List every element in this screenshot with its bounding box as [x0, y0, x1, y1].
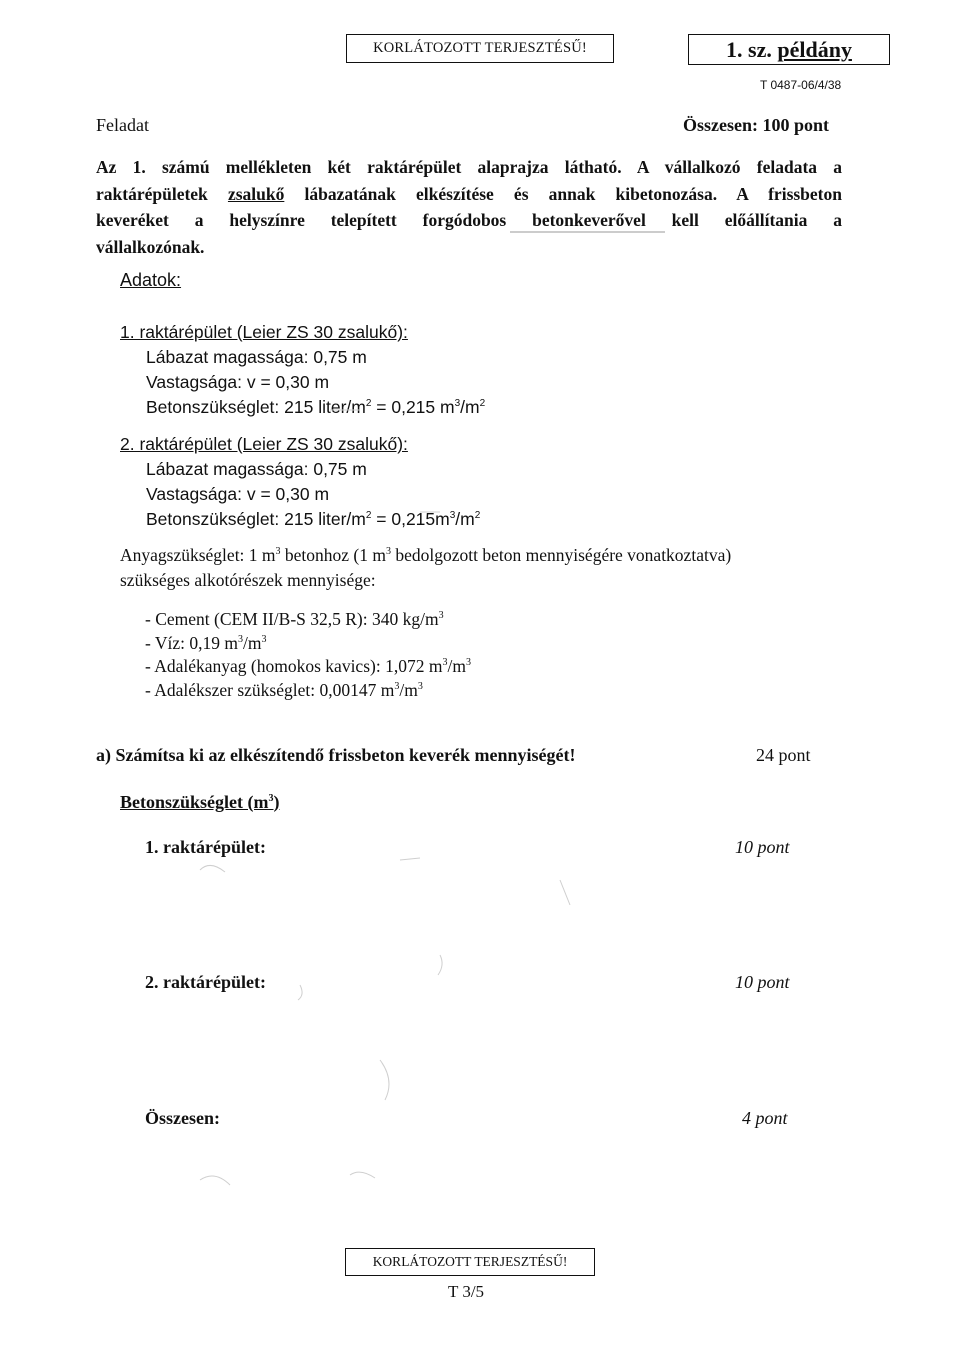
superscript: 3: [449, 510, 456, 521]
scan-mark: [350, 1172, 375, 1178]
need-text: /m: [460, 397, 480, 417]
building-2-title: 2. raktárépület (Leier ZS 30 zsalukő):: [120, 434, 408, 454]
superscript: 3: [238, 633, 244, 645]
task-a-question: a) Számítsa ki az elkészítendő frissbeton keverék mennyiségét!: [96, 745, 576, 765]
answer-label-building-1: 1. raktárépület:: [145, 837, 266, 857]
component-text: /m: [243, 632, 262, 653]
component-text: - Adalékszer szükséglet: 0,00147 m: [145, 679, 395, 700]
superscript: 3: [454, 398, 461, 409]
component-text: - Cement (CEM II/B-S 32,5 R): 340 kg/m: [145, 609, 439, 629]
need-text: Anyagszükséglet: 1 m: [120, 545, 276, 565]
building-2-thickness: Vastagsága: v = 0,30 m: [146, 484, 330, 504]
intro-line-3: keveréket a helyszínre telepített forgódobos betonkeverővel kell előállítania a: [96, 210, 842, 230]
page-number: T 3/5: [448, 1282, 485, 1301]
superscript: 3: [394, 680, 400, 692]
need-text: /m: [455, 509, 475, 529]
answer-label-total: Összesen:: [145, 1108, 220, 1128]
heading-text: Betonszükséglet (m: [120, 792, 269, 812]
superscript: 3: [275, 546, 281, 557]
answer-label-building-2: 2. raktárépület:: [145, 972, 266, 992]
scan-mark: [298, 985, 302, 1000]
component-text: /m: [399, 679, 418, 700]
building-1-height: Lábazat magassága: 0,75 m: [146, 347, 367, 367]
scan-mark: [380, 1060, 389, 1100]
superscript: 2: [365, 510, 372, 521]
component-text: /m: [447, 656, 466, 676]
scan-mark: [560, 880, 570, 905]
scan-mark: [400, 858, 420, 860]
superscript: 3: [268, 793, 274, 804]
answer-points-building-2: 10 pont: [735, 972, 790, 992]
superscript: 3: [386, 546, 391, 557]
intro-line-1: Az 1. számú mellékleten két raktárépület alaprajza látható. A vállalkozó feladata a: [96, 157, 842, 177]
building-1-title: 1. raktárépület (Leier ZS 30 zsalukő):: [120, 322, 408, 342]
need-text: betonhoz (1 m: [280, 545, 386, 565]
building-1-thickness: Vastagsága: v = 0,30 m: [146, 372, 330, 392]
scan-mark: [200, 865, 225, 872]
task-a-points: 24 pont: [756, 745, 811, 765]
scan-mark: [200, 1176, 230, 1185]
need-text: = 0,215m: [371, 509, 450, 529]
task-heading: Feladat: [96, 115, 149, 135]
material-need-line-2: szükséges alkotórészek mennyisége:: [120, 570, 376, 590]
superscript: 2: [474, 510, 481, 521]
document-reference: T 0487-06/4/38: [760, 78, 842, 92]
answer-points-total: 4 pont: [742, 1108, 788, 1128]
superscript: 2: [365, 398, 372, 409]
intro-line-2-end: lábazatának elkészítése és annak kibetonozása. A frissbeton: [284, 183, 842, 204]
answer-points-building-1: 10 pont: [735, 837, 790, 857]
restricted-distribution-footer: KORLÁTOZOTT TERJESZTÉSŰ!: [345, 1248, 595, 1276]
superscript: 3: [442, 657, 448, 668]
superscript: 3: [465, 657, 471, 668]
component-text: - Víz: 0,19 m: [145, 632, 239, 653]
component-text: - Adalékanyag (homokos kavics): 1,072 m: [145, 656, 443, 676]
restricted-distribution-header: KORLÁTOZOTT TERJESZTÉSŰ!: [346, 34, 614, 63]
copy-number-word: példány: [777, 37, 852, 62]
intro-line-2-start: raktárépületek: [96, 183, 228, 204]
copy-number-prefix: 1. sz.: [726, 37, 772, 62]
data-section-label: Adatok:: [120, 270, 182, 290]
need-text: Betonszükséglet: 215 liter/m: [146, 509, 366, 529]
intro-underlined-term: zsalukő: [227, 183, 285, 204]
superscript: 3: [261, 633, 267, 645]
total-points: Összesen: 100 pont: [683, 115, 830, 135]
intro-line-4: vállalkozónak.: [96, 236, 205, 257]
need-text: Betonszükséglet: 215 liter/m: [146, 397, 366, 417]
need-text: bedolgozott beton mennyiségére vonatkoztatva): [391, 545, 732, 565]
superscript: 3: [438, 610, 444, 621]
need-text: = 0,215 m: [371, 397, 455, 417]
building-2-height: Lábazat magassága: 0,75 m: [146, 459, 367, 479]
scan-mark: [438, 955, 442, 975]
superscript: 2: [479, 398, 486, 409]
superscript: 3: [417, 680, 423, 692]
heading-text: ): [273, 792, 280, 812]
